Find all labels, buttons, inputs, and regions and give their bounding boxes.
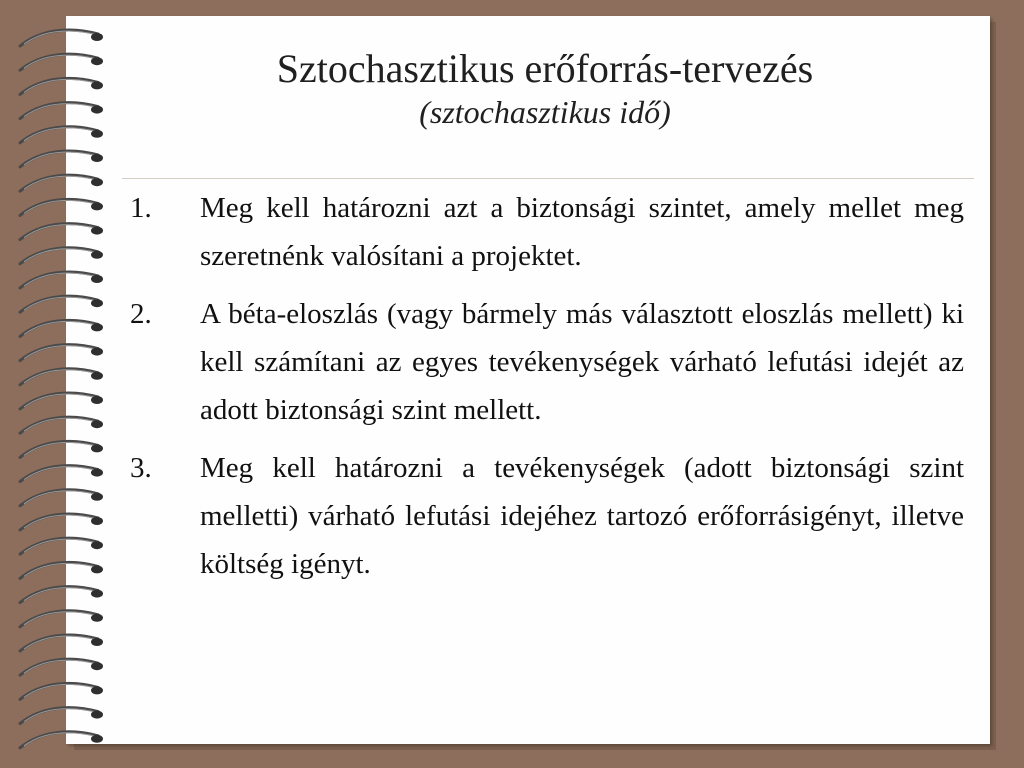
spiral-ring: [20, 466, 103, 482]
spiral-ring: [20, 224, 103, 240]
numbered-list: [122, 184, 964, 598]
list-item: [122, 184, 964, 280]
spiral-ring: [20, 635, 103, 651]
spiral-ring: [20, 611, 103, 627]
list-item-number: 3.: [130, 452, 152, 484]
spiral-ring: [20, 369, 103, 385]
title-divider: [122, 178, 974, 179]
spiral-ring: [20, 78, 103, 94]
spiral-ring: [20, 127, 103, 143]
spiral-ring: [20, 683, 103, 699]
spiral-ring: [20, 30, 103, 46]
title-block: [100, 46, 990, 132]
spiral-ring: [20, 538, 103, 554]
spiral-ring: [20, 345, 103, 361]
list-item: [122, 290, 964, 434]
spiral-ring: [20, 587, 103, 603]
slide-subtitle: (sztochasztikus idő): [419, 94, 671, 130]
list-item-number: 1.: [130, 192, 152, 224]
list-item: [122, 444, 964, 588]
spiral-ring: [20, 514, 103, 530]
spiral-ring: [20, 490, 103, 506]
spiral-ring: [20, 103, 103, 119]
spiral-ring: [20, 732, 103, 748]
spiral-ring: [20, 441, 103, 457]
spiral-ring: [20, 393, 103, 409]
spiral-ring: [20, 562, 103, 578]
spiral-ring: [20, 659, 103, 675]
spiral-ring: [20, 248, 103, 264]
list-item-text: A béta-eloszlás (vagy bármely más választott eloszlás mellett) ki kell számítani az egyes tevékenységek várható lefutási idejét az adott biztonsági szint mellett.: [200, 298, 964, 426]
spiral-ring: [20, 54, 103, 70]
spiral-ring: [20, 708, 103, 724]
spiral-ring: [20, 320, 103, 336]
list-item-number: 2.: [130, 298, 152, 330]
slide-title: Sztochasztikus erőforrás-tervezés: [276, 46, 814, 91]
spiral-ring: [20, 199, 103, 215]
spiral-ring: [20, 272, 103, 288]
spiral-ring: [20, 175, 103, 191]
list-item-text: Meg kell határozni a tevékenységek (adott biztonsági szint melletti) várható lefutási idejéhez tartozó erőforrásigényt, illetve költség igényt.: [200, 452, 964, 580]
spiral-ring: [20, 296, 103, 312]
list-item-text: Meg kell határozni azt a biztonsági szintet, amely mellet meg szeretnénk valósítani a projektet.: [200, 192, 964, 272]
spiral-ring: [20, 417, 103, 433]
spiral-ring: [20, 151, 103, 167]
